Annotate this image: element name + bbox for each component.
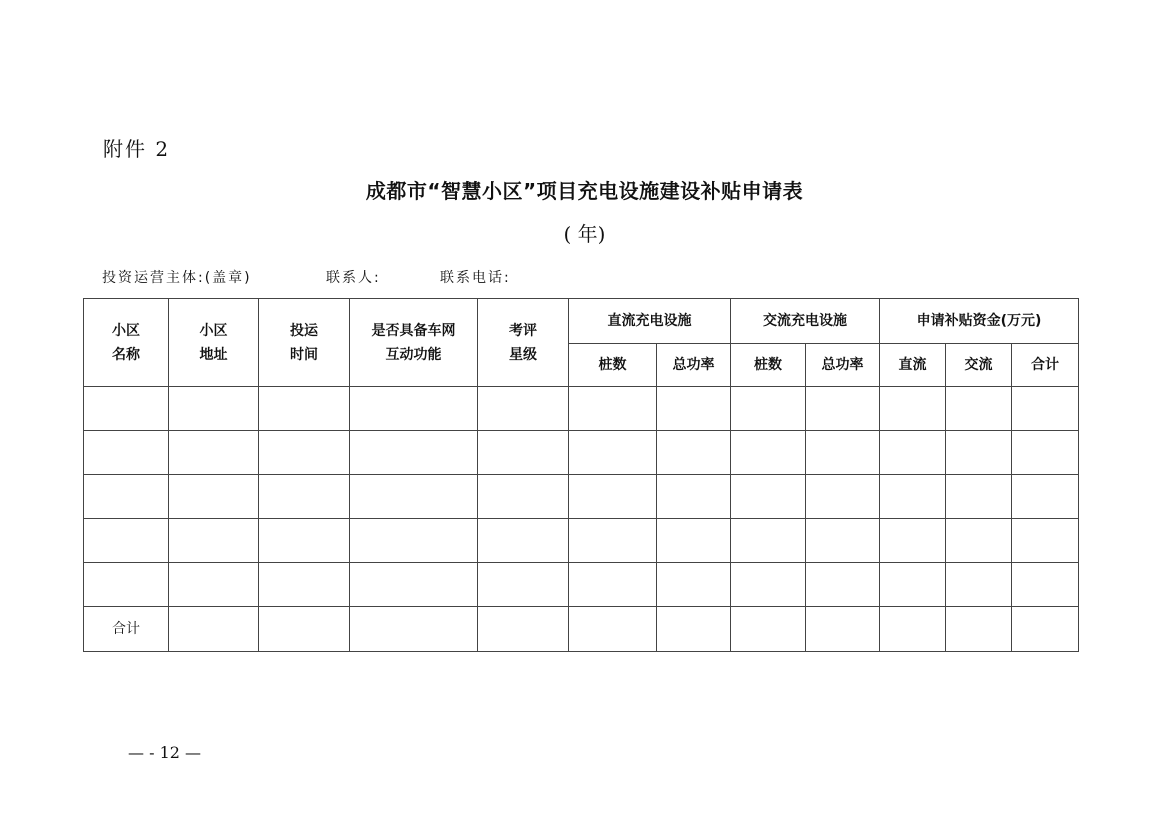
table-cell[interactable]	[731, 387, 806, 431]
table-cell[interactable]	[84, 475, 169, 519]
header-operation-time: 投运 时间	[259, 299, 350, 387]
table-cell[interactable]	[259, 387, 350, 431]
table-cell[interactable]	[806, 475, 880, 519]
table-cell[interactable]	[946, 387, 1012, 431]
table-cell[interactable]	[1012, 563, 1079, 607]
table-cell[interactable]	[259, 607, 350, 652]
table-cell[interactable]	[1012, 607, 1079, 652]
table-cell[interactable]	[946, 475, 1012, 519]
table-row	[84, 431, 1079, 475]
year-line: ( 年)	[563, 222, 606, 246]
table-cell[interactable]	[84, 563, 169, 607]
subsidy-application-table	[83, 298, 1079, 652]
header-subsidy-total: 合计	[1012, 344, 1079, 387]
header-dc-piles: 桩数	[569, 344, 657, 387]
table-cell[interactable]	[169, 387, 259, 431]
table-cell[interactable]	[169, 563, 259, 607]
table-cell[interactable]	[657, 387, 731, 431]
attachment-label: 附件 2	[103, 137, 171, 161]
table-cell[interactable]	[569, 519, 657, 563]
header-v2g-capability: 是否具备车网 互动功能	[350, 299, 478, 387]
table-cell[interactable]	[946, 519, 1012, 563]
table-cell[interactable]	[806, 519, 880, 563]
table-cell[interactable]	[478, 563, 569, 607]
table-cell[interactable]	[259, 475, 350, 519]
table-cell[interactable]	[350, 519, 478, 563]
table-cell[interactable]	[169, 475, 259, 519]
table-cell[interactable]	[806, 431, 880, 475]
header-subsidy-ac: 交流	[946, 344, 1012, 387]
table-cell[interactable]	[350, 431, 478, 475]
table-cell[interactable]	[657, 475, 731, 519]
table-cell[interactable]	[350, 475, 478, 519]
table-cell[interactable]	[657, 431, 731, 475]
table-cell[interactable]	[657, 607, 731, 652]
table-cell[interactable]	[569, 387, 657, 431]
total-row	[84, 607, 1079, 652]
table-cell[interactable]	[946, 431, 1012, 475]
table-cell[interactable]	[1012, 431, 1079, 475]
form-title: 成都市“智慧小区”项目充电设施建设补贴申请表	[365, 179, 804, 203]
table-cell[interactable]	[169, 519, 259, 563]
table-cell[interactable]	[806, 563, 880, 607]
header-dc-power: 总功率	[657, 344, 731, 387]
table-cell[interactable]	[1012, 519, 1079, 563]
table-cell[interactable]	[806, 607, 880, 652]
table-cell[interactable]	[880, 563, 946, 607]
header-community-address: 小区 地址	[169, 299, 259, 387]
header-subsidy-funds: 申请补贴资金(万元)	[880, 299, 1079, 344]
table-cell[interactable]	[657, 519, 731, 563]
table-cell[interactable]	[880, 431, 946, 475]
table-cell[interactable]	[478, 431, 569, 475]
table-cell[interactable]	[478, 475, 569, 519]
header-ac-facilities: 交流充电设施	[731, 299, 880, 344]
table-cell[interactable]	[731, 431, 806, 475]
table-row	[84, 475, 1079, 519]
table-cell[interactable]	[880, 607, 946, 652]
table-cell[interactable]	[478, 519, 569, 563]
table-cell[interactable]	[259, 519, 350, 563]
table-cell[interactable]	[1012, 475, 1079, 519]
table-row	[84, 387, 1079, 431]
phone-label: 联系电话:	[440, 270, 511, 286]
table-cell[interactable]	[259, 563, 350, 607]
table-cell[interactable]	[880, 475, 946, 519]
table-cell[interactable]	[880, 387, 946, 431]
header-dc-facilities: 直流充电设施	[569, 299, 731, 344]
table-cell[interactable]	[731, 607, 806, 652]
table-cell[interactable]	[880, 519, 946, 563]
header-ac-piles: 桩数	[731, 344, 806, 387]
table-cell[interactable]	[946, 607, 1012, 652]
table-cell[interactable]	[350, 563, 478, 607]
header-ac-power: 总功率	[806, 344, 880, 387]
table-cell[interactable]	[259, 431, 350, 475]
header-community-name: 小区 名称	[84, 299, 169, 387]
table-cell[interactable]	[569, 431, 657, 475]
table-cell[interactable]	[806, 387, 880, 431]
table-cell[interactable]	[657, 563, 731, 607]
table-cell[interactable]	[478, 387, 569, 431]
table-cell[interactable]	[731, 519, 806, 563]
table-cell[interactable]	[169, 431, 259, 475]
table-cell[interactable]	[84, 387, 169, 431]
page-number: — - 12 —	[128, 743, 202, 762]
contact-label: 联系人:	[326, 270, 381, 286]
table-cell[interactable]	[731, 563, 806, 607]
table-row	[84, 519, 1079, 563]
table-cell[interactable]	[84, 519, 169, 563]
table-cell[interactable]	[946, 563, 1012, 607]
table-cell[interactable]	[731, 475, 806, 519]
table-row	[84, 563, 1079, 607]
table-cell[interactable]	[350, 607, 478, 652]
table-cell[interactable]	[84, 431, 169, 475]
table-cell[interactable]	[569, 475, 657, 519]
header-rating: 考评 星级	[478, 299, 569, 387]
table-cell[interactable]	[478, 607, 569, 652]
table-cell[interactable]	[569, 607, 657, 652]
header-subsidy-dc: 直流	[880, 344, 946, 387]
table-cell[interactable]	[569, 563, 657, 607]
total-label: 合计	[84, 607, 169, 652]
table-cell[interactable]	[350, 387, 478, 431]
investor-label: 投资运营主体:(盖章)	[102, 270, 252, 286]
table-cell[interactable]	[169, 607, 259, 652]
table-cell[interactable]	[1012, 387, 1079, 431]
